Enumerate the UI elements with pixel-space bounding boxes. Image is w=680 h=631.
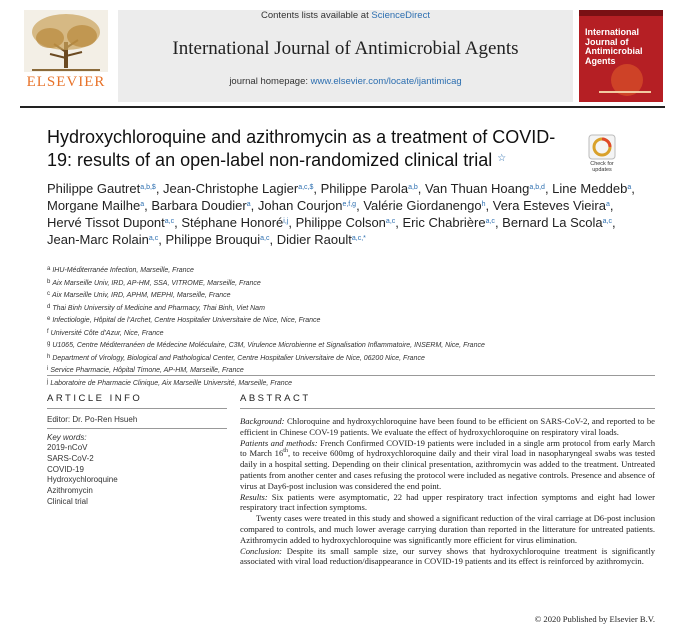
info-heading-rule	[47, 408, 227, 409]
affiliation-text: Aix Marseille Univ, IRD, APHM, MEPHI, Marseille, France	[52, 292, 231, 299]
author-item	[363, 198, 485, 213]
author-name[interactable]: Bernard La Scola	[502, 215, 603, 230]
keyword-item: COVID-19	[47, 464, 84, 474]
author-name[interactable]: Eric Chabrière	[402, 215, 486, 230]
header-rule	[20, 106, 665, 108]
affiliation-letter: d	[47, 303, 51, 310]
affiliation-text: Infectiologie, Hôpital de l’Archet, Centre Hospitalier Universitaire de Nice, Nice, France	[52, 317, 321, 324]
affiliation-text: Université Côte d’Azur, Nice, France	[50, 329, 164, 337]
keyword-item: 2019-nCoV	[47, 443, 88, 452]
affiliation-letter: f	[47, 328, 49, 335]
affiliation-text: Department of Virology, Biological and Pathological Center, Centre Hospitalier Universitaire de Nice, 06200 Nice, France	[52, 354, 425, 362]
affiliation-item	[47, 327, 647, 340]
abstract-methods: Patients and methods: French Confirmed COVID-19 patients were included in a single arm protocol from early March to March 16th, to receive 600mg of hydroxychloroquine daily and their viral load in nasopharyngeal swabs was tested daily in a hospital setting. Depending on their clinical presentation, azithromycin was added to the treatment. Untreated patients from another center and cases refusing the protocol were included as negative controls. Presence and absence of virus at Day6-post inclusion was considered the end point.	[240, 437, 656, 491]
affiliation-text: Laboratoire de Pharmacie Clinique, Aix Marseille Université, Marseille, France	[50, 379, 293, 387]
affiliation-letter: e	[47, 316, 51, 322]
keywords-heading: Key words:	[47, 433, 87, 442]
abstract-results-continued: Twenty cases were treated in this study and showed a significant reduction of the viral carriage at D6-post inclusion compared to controls, and much lower average carrying duration than reported in the litterature for untreated patients. Azithromycin added to hydroxychloroquine was significantly more efficient for virus elimination.	[240, 513, 655, 545]
homepage-line: journal homepage: www.elsevier.com/locate/ijantimicag	[229, 76, 462, 87]
keyword-item: SARS-CoV-2	[47, 453, 94, 463]
author-affiliation-marks[interactable]: a	[605, 201, 610, 208]
affiliation-item	[47, 352, 647, 365]
affiliation-text: IHU-Méditerranée Infection, Marseille, France	[52, 267, 194, 274]
author-item	[502, 215, 612, 230]
author-name[interactable]: Philippe Gautret	[47, 181, 141, 196]
author-name[interactable]: Vera Esteves Vieira	[492, 198, 606, 213]
affiliations-rule	[47, 375, 655, 376]
editor-rule	[47, 428, 227, 429]
journal-title: International Journal of Antimicrobial Agents	[172, 38, 519, 59]
author-affiliation-marks[interactable]: a,c	[602, 218, 612, 225]
author-item	[552, 181, 631, 196]
author-name[interactable]: Philippe Parola	[320, 181, 409, 196]
elsevier-logo	[20, 8, 112, 92]
author-affiliation-marks[interactable]: a,b	[408, 184, 418, 191]
author-item	[165, 232, 269, 247]
author-name[interactable]: Johan Courjon	[257, 198, 343, 213]
abstract-conclusion: Conclusion: Despite its small sample size, our survey shows that hydroxychloroquine treatment is significantly associated with viral load reduction/disappearance in COVID-19 patients and its effect is reinforced by azithromycin.	[240, 545, 655, 567]
author-item	[321, 181, 418, 196]
check-for-updates-badge[interactable]	[587, 134, 617, 178]
author-affiliation-marks[interactable]: a	[140, 201, 145, 208]
affiliation-letter: i	[47, 366, 49, 372]
author-name[interactable]: Jean-Christophe Lagier	[163, 181, 299, 196]
author-affiliation-marks[interactable]: a,c	[385, 218, 396, 225]
journal-homepage-link[interactable]: www.elsevier.com/locate/ijantimicag	[310, 76, 462, 87]
keyword-item: Hydroxychloroquine	[47, 475, 118, 485]
affiliation-text: Thai Binh University of Medicine and Pharmacy, Thai Binh, Viet Nam	[52, 304, 265, 312]
affiliation-item	[47, 289, 647, 302]
author-name[interactable]: Jean-Marc Rolain	[47, 232, 149, 247]
affiliation-item	[47, 339, 647, 352]
author-name[interactable]: Stéphane Honoré	[181, 215, 284, 230]
abstract-heading-rule	[240, 408, 655, 409]
affiliation-letter: b	[47, 278, 51, 285]
affiliation-letter: a	[47, 266, 51, 272]
author-item	[163, 181, 313, 196]
author-item	[425, 181, 545, 196]
author-item	[277, 232, 366, 247]
author-affiliation-marks[interactable]: a	[246, 201, 251, 208]
copyright-notice: © 2020 Published by Elsevier B.V.	[534, 614, 655, 624]
cover-title: International Journal of Antimicrobial Agents	[585, 27, 643, 66]
abstract-heading: ABSTRACT	[240, 393, 311, 404]
author-affiliation-marks[interactable]: e,f,g	[342, 201, 357, 208]
abstract-body	[240, 416, 655, 567]
author-name[interactable]: Hervé Tissot Dupont	[47, 215, 165, 230]
author-affiliation-marks[interactable]: a,b,$	[140, 184, 156, 191]
author-item	[493, 198, 610, 213]
article-title: Hydroxychloroquine and azithromycin as a treatment of COVID-19: results of an open-label non-randomized clinical trial ☆	[47, 127, 556, 170]
cover-graphic-icon	[579, 10, 663, 102]
check-updates-label: Check for updates	[590, 161, 614, 173]
contents-line: Contents lists available at ScienceDirect	[261, 10, 430, 21]
affiliation-text: Aix Marseille Univ, IRD, AP-HM, SSA, VITROME, Marseille, France	[52, 279, 261, 287]
affiliation-item	[47, 302, 647, 315]
author-name[interactable]: Barbara Doudier	[151, 198, 247, 213]
author-name[interactable]: Line Meddeb	[552, 181, 628, 196]
affiliation-letter: h	[47, 353, 51, 360]
author-affiliation-marks[interactable]: a	[627, 184, 632, 191]
affiliation-letter: g	[47, 341, 51, 347]
affiliation-item	[47, 277, 647, 290]
affiliation-item	[47, 377, 647, 390]
author-name[interactable]: Van Thuan Hoang	[425, 181, 530, 196]
sciencedirect-link[interactable]: ScienceDirect	[371, 10, 430, 21]
author-item	[403, 215, 495, 230]
author-item	[47, 232, 158, 247]
check-updates-icon	[587, 134, 617, 160]
affiliation-text: U1065, Centre Méditerranéen de Médecine Moléculaire, C3M, Virulence Microbienne et Signalisation Inflammatoire, INSERM, Nice, France	[52, 342, 485, 349]
author-affiliation-marks[interactable]: i,j	[283, 218, 289, 225]
author-affiliation-marks[interactable]: a,c	[148, 235, 159, 242]
affiliation-letter: c	[47, 291, 50, 297]
keyword-item: Azithromycin	[47, 486, 93, 496]
author-affiliation-marks[interactable]: a,b,d	[529, 184, 545, 191]
affiliation-list	[47, 264, 647, 389]
author-item	[47, 181, 156, 196]
author-name[interactable]: Didier Raoult	[276, 232, 352, 247]
author-item	[47, 215, 174, 230]
author-affiliation-marks[interactable]: a,c	[164, 218, 175, 225]
keyword-item: Clinical trial	[47, 496, 88, 506]
keywords-list	[47, 443, 118, 508]
author-affiliation-marks[interactable]: a,c,$	[298, 184, 314, 191]
affiliation-text: Service Pharmacie, Hôpital Timone, AP-HM, Marseille, France	[50, 367, 244, 374]
article-info-heading: ARTICLE INFO	[47, 393, 143, 404]
author-item	[151, 198, 250, 213]
affiliation-item	[47, 314, 647, 327]
author-item	[296, 215, 396, 230]
journal-cover	[579, 10, 663, 102]
author-name[interactable]: Philippe Brouqui	[165, 232, 261, 247]
author-list: Philippe Gautret$^{a,b,\$}$, Jean-Christophe Lagier$^{a,c,\$}$, Philippe Parola$^{a,b}$, Van Thuan Hoang$^{a,b,d}$, Line Meddeb$^a$, Morgane Mailhe$^a$, Barbara Doudier$^a$, Johan Courjon$^{e,f,g}$, Valérie Giordanengo$^h$, Vera Esteves Vieira$^a$, Hervé Tissot Dupont$^{a,c}$, Stéphane Honoré$^{i,j}$, Philippe Colson$^{a,c}$, Eric Chabrière$^{a,c}$, Bernard La Scola$^{a,c}$, Jean-Marc Rolain$^{a,c}$, Philippe Brouqui$^{a,c}$, Didier Raoult$^{a,c,*}$	[47, 181, 635, 247]
title-footnote-mark[interactable]: ☆	[497, 153, 507, 164]
editor-line: Editor: Dr. Po-Ren Hsueh	[47, 415, 138, 424]
author-name[interactable]: Morgane Mailhe	[47, 198, 141, 213]
author-affiliation-marks[interactable]: h	[481, 201, 486, 208]
author-affiliation-marks[interactable]: a,c	[260, 235, 270, 242]
affiliation-letter: j	[47, 378, 49, 385]
author-name[interactable]: Philippe Colson	[295, 215, 386, 230]
author-affiliation-marks[interactable]: a,c	[485, 218, 495, 225]
affiliation-item	[47, 264, 647, 277]
elsevier-wordmark: ELSEVIER	[26, 74, 106, 90]
author-name[interactable]: Valérie Giordanengo	[363, 198, 482, 213]
author-item	[258, 198, 356, 213]
abstract-background: Background: Chloroquine and hydroxychloroquine have been found to be efficient on SARS-CoV-2, and reported to be efficient in Chinese COV-19 patients. We evaluate the effect of hydroxychloroquine on respiratory viral loads.	[240, 416, 655, 437]
author-item	[47, 198, 144, 213]
journal-header	[118, 10, 573, 102]
author-item	[181, 215, 288, 230]
abstract-results: Results: Six patients were asymptomatic, 22 had upper respiratory tract infection symptoms and eight had lower respiratory tract infection symptoms.	[240, 491, 655, 513]
author-affiliation-marks[interactable]: a,c,*	[351, 235, 366, 242]
